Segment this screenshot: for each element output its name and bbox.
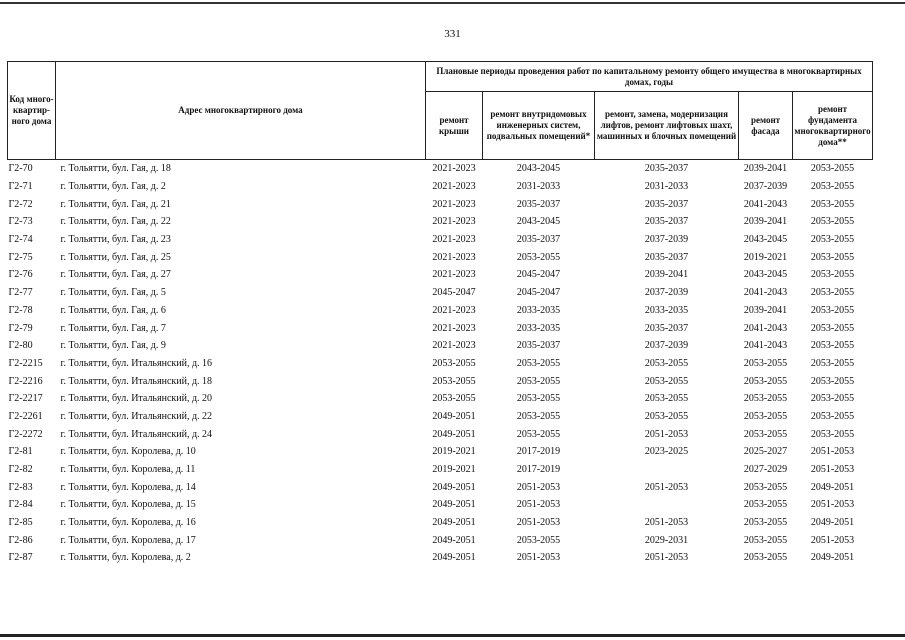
header-roof: ремонт крыши [426,92,483,160]
cell-code: Г2-73 [8,216,33,228]
cell-code: Г2-74 [8,234,33,246]
capital-repair-table [7,61,873,567]
cell-facade: 2039-2041 [743,304,788,316]
cell-address: г. Тольятти, бул. Королева, д. 14 [60,481,196,493]
cell-code: Г2-84 [8,499,33,511]
cell-address: г. Тольятти, бул. Гая, д. 27 [60,269,171,281]
cell-elevators: 2031-2033 [644,181,689,193]
cell-elevators: 2053-2055 [644,393,689,405]
cell-foundation: 2049-2051 [810,552,855,564]
cell-roof: 2021-2023 [432,234,476,246]
cell-engineering: 2051-2053 [516,481,561,493]
cell-elevators: 2053-2055 [644,375,689,387]
table-row [8,355,873,373]
cell-engineering: 2043-2045 [516,216,561,228]
cell-address: г. Тольятти, бул. Гая, д. 21 [60,198,171,210]
cell-facade: 2041-2043 [743,322,788,334]
top-rule [0,2,905,4]
cell-foundation: 2053-2055 [810,287,855,299]
cell-facade: 2053-2055 [743,428,788,440]
cell-engineering: 2053-2055 [516,534,561,546]
cell-code: Г2-2217 [8,393,43,405]
header-foundation: ремонт фундамента многоквартирного дома** [793,92,873,160]
cell-code: Г2-72 [8,198,33,210]
cell-code: Г2-2215 [8,357,43,369]
cell-roof: 2021-2023 [432,251,476,263]
cell-facade: 2039-2041 [743,216,788,228]
table-row [8,443,873,461]
cell-code: Г2-82 [8,464,33,476]
cell-engineering: 2051-2053 [516,517,561,529]
cell-foundation: 2053-2055 [810,216,855,228]
cell-elevators: 2053-2055 [644,357,689,369]
cell-elevators [595,461,739,479]
cell-roof: 2053-2055 [432,357,476,369]
cell-roof: 2049-2051 [432,428,476,440]
table-row [8,496,873,514]
header-engineering: ремонт внутридомовых инженерных систем, подвальных помещений* [483,92,595,160]
cell-roof: 2049-2051 [432,552,476,564]
cell-facade: 2053-2055 [743,534,788,546]
header-address: Адрес многоквартирного дома [56,62,426,160]
cell-address: г. Тольятти, бул. Гая, д. 7 [60,322,166,334]
cell-facade: 2053-2055 [743,517,788,529]
cell-engineering: 2053-2055 [516,251,561,263]
cell-code: Г2-80 [8,340,33,352]
cell-elevators: 2051-2053 [644,552,689,564]
cell-facade: 2043-2045 [743,269,788,281]
cell-engineering: 2033-2035 [516,322,561,334]
cell-roof: 2049-2051 [432,481,476,493]
table-row [8,372,873,390]
cell-code: Г2-78 [8,304,33,316]
cell-address: г. Тольятти, бул. Королева, д. 2 [60,552,191,564]
cell-address: г. Тольятти, бул. Королева, д. 17 [60,534,196,546]
table-row [8,266,873,284]
table-row [8,248,873,266]
cell-foundation: 2051-2053 [810,534,855,546]
cell-roof: 2021-2023 [432,340,476,352]
cell-foundation: 2051-2053 [810,464,855,476]
cell-roof: 2053-2055 [432,375,476,387]
cell-roof: 2021-2023 [432,269,476,281]
cell-roof: 2019-2021 [432,446,476,458]
cell-engineering: 2035-2037 [516,198,561,210]
cell-foundation: 2049-2051 [810,517,855,529]
cell-code: Г2-87 [8,552,33,564]
cell-foundation: 2053-2055 [810,251,855,263]
cell-facade: 2053-2055 [743,481,788,493]
table-row [8,213,873,231]
cell-roof: 2021-2023 [432,163,476,175]
cell-engineering: 2053-2055 [516,428,561,440]
table-row [8,284,873,302]
cell-address: г. Тольятти, бул. Итальянский, д. 16 [60,357,213,369]
cell-address: г. Тольятти, бул. Гая, д. 22 [60,216,171,228]
cell-elevators: 2053-2055 [644,410,689,422]
cell-elevators: 2035-2037 [644,322,689,334]
cell-address: г. Тольятти, бул. Гая, д. 9 [60,340,166,352]
cell-engineering: 2053-2055 [516,410,561,422]
cell-elevators [595,496,739,514]
cell-elevators: 2037-2039 [644,340,689,352]
cell-foundation: 2051-2053 [810,499,855,511]
cell-roof: 2045-2047 [432,287,476,299]
cell-address: г. Тольятти, бул. Гая, д. 6 [60,304,166,316]
cell-facade: 2053-2055 [743,357,788,369]
table-row [8,461,873,479]
cell-engineering: 2053-2055 [516,393,561,405]
cell-address: г. Тольятти, бул. Итальянский, д. 18 [60,375,213,387]
table-row [8,160,873,178]
cell-foundation: 2053-2055 [810,357,855,369]
cell-facade: 2039-2041 [743,163,788,175]
cell-engineering: 2051-2053 [516,552,561,564]
cell-elevators: 2037-2039 [644,287,689,299]
cell-facade: 2053-2055 [743,552,788,564]
cell-foundation: 2053-2055 [810,269,855,281]
cell-code: Г2-83 [8,481,33,493]
cell-foundation: 2053-2055 [810,428,855,440]
table-row [8,178,873,196]
cell-elevators: 2035-2037 [644,163,689,175]
cell-code: Г2-85 [8,517,33,529]
table-row [8,425,873,443]
cell-facade: 2053-2055 [743,499,788,511]
table-row [8,319,873,337]
cell-elevators: 2033-2035 [644,304,689,316]
table-row [8,302,873,320]
cell-roof: 2021-2023 [432,304,476,316]
cell-elevators: 2035-2037 [644,216,689,228]
cell-engineering: 2017-2019 [516,446,561,458]
cell-address: г. Тольятти, бул. Гая, д. 5 [60,287,166,299]
cell-engineering: 2033-2035 [516,304,561,316]
cell-address: г. Тольятти, бул. Итальянский, д. 22 [60,410,213,422]
cell-roof: 2049-2051 [432,534,476,546]
cell-engineering: 2043-2045 [516,163,561,175]
cell-elevators: 2035-2037 [644,251,689,263]
cell-engineering: 2053-2055 [516,375,561,387]
header-code: Код много-квартир-ного дома [8,62,56,160]
header-elevators: ремонт, замена, модернизация лифтов, ремонт лифтовых шахт, машинных и блочных помещений [595,92,739,160]
cell-facade: 2019-2021 [743,251,788,263]
cell-elevators: 2051-2053 [644,481,689,493]
cell-code: Г2-79 [8,322,33,334]
cell-facade: 2041-2043 [743,287,788,299]
cell-code: Г2-77 [8,287,33,299]
cell-engineering: 2045-2047 [516,269,561,281]
cell-code: Г2-71 [8,181,33,193]
cell-address: г. Тольятти, бул. Гая, д. 23 [60,234,171,246]
cell-engineering: 2051-2053 [516,499,561,511]
cell-foundation: 2053-2055 [810,410,855,422]
cell-code: Г2-2272 [8,428,43,440]
cell-facade: 2053-2055 [743,410,788,422]
cell-engineering: 2035-2037 [516,234,561,246]
table-row [8,478,873,496]
cell-address: г. Тольятти, бул. Итальянский, д. 24 [60,428,213,440]
cell-facade: 2041-2043 [743,198,788,210]
table-row [8,549,873,567]
cell-address: г. Тольятти, бул. Гая, д. 25 [60,251,171,263]
cell-roof: 2019-2021 [432,464,476,476]
cell-engineering: 2035-2037 [516,340,561,352]
cell-roof: 2021-2023 [432,216,476,228]
cell-foundation: 2053-2055 [810,163,855,175]
cell-elevators: 2051-2053 [644,517,689,529]
cell-code: Г2-86 [8,534,33,546]
cell-facade: 2053-2055 [743,393,788,405]
header-facade: ремонт фасада [739,92,793,160]
table-row [8,195,873,213]
cell-roof: 2021-2023 [432,181,476,193]
cell-code: Г2-75 [8,251,33,263]
cell-address: г. Тольятти, бул. Гая, д. 2 [60,181,166,193]
cell-code: Г2-2216 [8,375,43,387]
cell-foundation: 2053-2055 [810,393,855,405]
cell-elevators: 2029-2031 [644,534,689,546]
table-row [8,337,873,355]
cell-address: г. Тольятти, бул. Королева, д. 10 [60,446,196,458]
cell-engineering: 2017-2019 [516,464,561,476]
cell-roof: 2021-2023 [432,322,476,334]
table-row [8,514,873,532]
cell-foundation: 2053-2055 [810,181,855,193]
header-group: Плановые периоды проведения работ по капитальному ремонту общего имущества в многоквартирных домах, годы [426,62,873,92]
cell-roof: 2021-2023 [432,198,476,210]
cell-address: г. Тольятти, бул. Королева, д. 15 [60,499,196,511]
table-row [8,408,873,426]
cell-facade: 2041-2043 [743,340,788,352]
table-row [8,231,873,249]
cell-elevators: 2037-2039 [644,234,689,246]
cell-roof: 2053-2055 [432,393,476,405]
cell-address: г. Тольятти, бул. Королева, д. 11 [60,464,196,476]
cell-roof: 2049-2051 [432,517,476,529]
cell-facade: 2025-2027 [743,446,788,458]
cell-code: Г2-81 [8,446,33,458]
cell-engineering: 2045-2047 [516,287,561,299]
cell-address: г. Тольятти, бул. Гая, д. 18 [60,163,171,175]
cell-engineering: 2031-2033 [516,181,561,193]
table-body [8,160,873,567]
cell-foundation: 2051-2053 [810,446,855,458]
cell-foundation: 2053-2055 [810,322,855,334]
cell-foundation: 2053-2055 [810,304,855,316]
cell-code: Г2-2261 [8,410,43,422]
cell-foundation: 2053-2055 [810,340,855,352]
cell-foundation: 2049-2051 [810,481,855,493]
cell-facade: 2027-2029 [743,464,788,476]
cell-elevators: 2035-2037 [644,198,689,210]
table-row [8,531,873,549]
cell-code: Г2-70 [8,163,33,175]
cell-engineering: 2053-2055 [516,357,561,369]
cell-foundation: 2053-2055 [810,198,855,210]
page-number: 331 [444,28,461,40]
cell-elevators: 2039-2041 [644,269,689,281]
cell-facade: 2037-2039 [743,181,788,193]
cell-address: г. Тольятти, бул. Итальянский, д. 20 [60,393,213,405]
cell-code: Г2-76 [8,269,33,281]
cell-foundation: 2053-2055 [810,375,855,387]
cell-facade: 2043-2045 [743,234,788,246]
cell-foundation: 2053-2055 [810,234,855,246]
cell-elevators: 2051-2053 [644,428,689,440]
bottom-rule [0,634,905,637]
cell-roof: 2049-2051 [432,410,476,422]
cell-roof: 2049-2051 [432,499,476,511]
cell-address: г. Тольятти, бул. Королева, д. 16 [60,517,196,529]
cell-elevators: 2023-2025 [644,446,689,458]
table-row [8,390,873,408]
cell-facade: 2053-2055 [743,375,788,387]
